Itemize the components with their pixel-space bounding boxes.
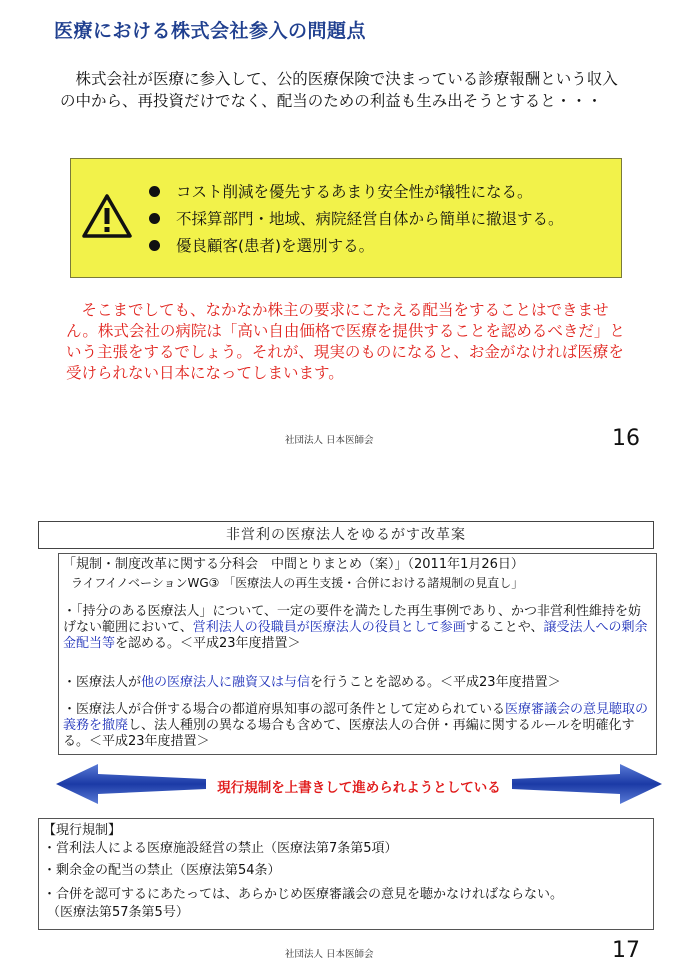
current-regulations-title: 【現行規制】 [43,823,122,838]
current-regulation-item: ・剰余金の配当の禁止（医療法第54条） [43,863,281,878]
current-regulation-item: ・営利法人による医療施設経営の禁止（医療法第7条第5項） [43,841,398,856]
reform-item-1-text: することや、 [465,620,544,635]
warning-item-text: コスト削減を優先するあまり安全性が犠牲になる。 [176,183,533,201]
slide16-conclusion-text: そこまでしても、なかなか株主の要求にこたえる配当をすることはできません。株式会社の病院は「高い自由価格で医療を提供することを認めるべきだ」という主張をするでしょう。それが、現実のものになると、お金がなければ医療を受けられない日本になってしまいます。 [66,301,625,382]
left-arrow-icon [56,764,206,804]
warning-list [149,179,564,260]
current-regulations-box [38,818,654,930]
reform-item-2 [63,675,653,691]
slide16-intro-text: 株式会社が医療に参入して、公的医療保険で決まっている診療報酬という収入の中から、再投資だけでなく、配当のための利益も生み出そうとすると・・・ [60,70,618,110]
reform-item-3-text: ・医療法人が合併する場合の都道府県知事の認可条件として定められている [63,702,506,717]
warning-item [149,206,564,233]
slide16-page-number: 16 [612,426,640,451]
reform-proposal-box [58,553,657,755]
slide16-title: 医療における株式会社参入の問題点 [54,20,367,42]
warning-item [149,179,564,206]
warning-item [149,233,564,260]
slide17-page-number: 17 [612,938,640,963]
slide17-footer-org: 社団法人 日本医師会 [285,949,374,960]
reform-item-2-text: を行うことを認める。＜平成23年度措置＞ [310,675,561,690]
reform-item-1-text: ・「持分のある医療法人」について、一定の要件を満たした再生事例であり、かつ非営利性維持を妨げない範囲において、 [63,604,641,635]
reform-item-2-highlight: 他の医療法人に融資又は与信 [141,675,311,690]
warning-item-text: 不採算部門・地域、病院経営自体から簡単に撤退する。 [176,210,564,228]
source-title: 「規制・制度改革に関する分科会 中間とりまとめ（案）」（2011年1月26日） [63,557,524,572]
right-arrow-icon [512,764,662,804]
warning-triangle-icon [81,193,133,239]
arrow-label: 現行規制を上書きして進められようとしている [217,780,501,796]
slide16-footer-org: 社団法人 日本医師会 [285,435,374,446]
bullet-dot-icon [149,240,160,251]
reform-item-1-text: を認める。＜平成23年度措置＞ [115,636,301,651]
bullet-dot-icon [149,186,160,197]
warning-box [70,158,622,278]
reform-item-1-highlight: 営利法人の役職員が医療法人の役員として参画 [192,620,466,635]
reform-item-1 [63,604,653,652]
bullet-dot-icon [149,213,160,224]
current-regulation-item: ・合併を認可するにあたっては、あらかじめ医療審議会の意見を聴かなければならない。 [43,887,564,902]
reform-item-3-text: し、法人種別の異なる場合も含めて、医療法人の合併・再編に関するルールを明確化する。＜平成23年度措置＞ [63,718,635,749]
reform-item-3-highlight: 医療審議会の意見聴取の義務を撤廃 [63,702,649,733]
warning-item-text: 優良顧客(患者)を選別する。 [176,237,375,255]
reform-item-3 [63,702,653,750]
current-regulation-item: （医療法第57条第5号） [47,905,189,920]
reform-item-2-text: ・医療法人が [63,675,142,690]
source-subtitle: ライフイノベーションWG③ 「医療法人の再生支援・合併における諸規制の見直し」 [71,576,524,590]
reform-item-1-highlight: 譲受法人への剰余金配当等 [63,620,648,651]
slide17-header: 非営利の医療法人をゆるがす改革案 [38,521,654,549]
